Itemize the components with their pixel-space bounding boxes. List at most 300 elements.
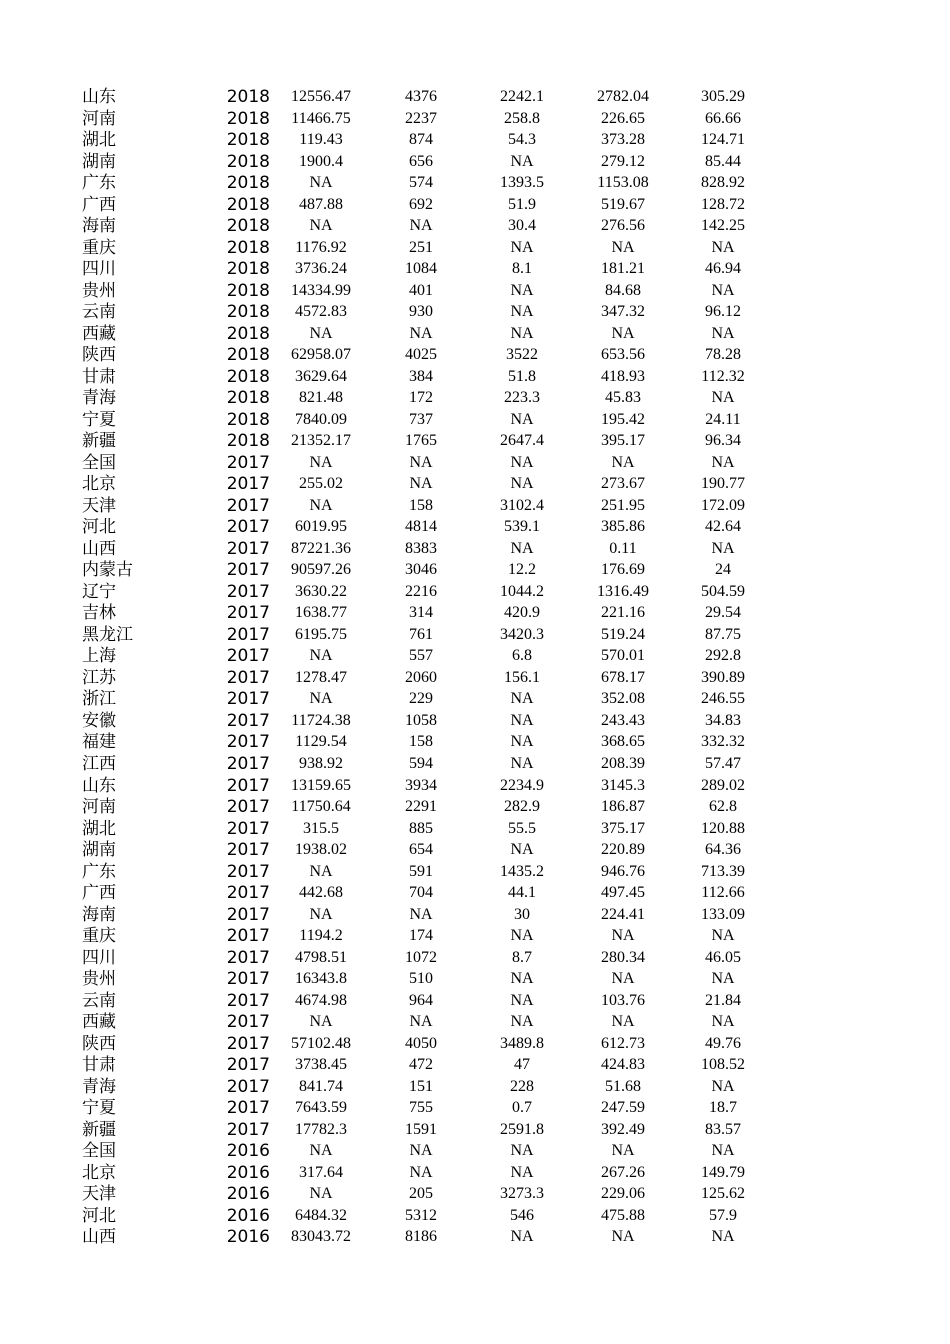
value-cell[interactable]: 282.9 <box>504 798 540 816</box>
value-cell[interactable]: 373.28 <box>601 131 645 149</box>
value-cell[interactable]: 46.05 <box>705 948 741 966</box>
value-cell[interactable]: NA <box>409 1142 433 1160</box>
value-cell[interactable]: 158 <box>409 496 433 514</box>
region-cell[interactable]: 山东 <box>82 775 116 796</box>
region-cell[interactable]: 山西 <box>82 1227 116 1248</box>
year-cell[interactable]: 2017 <box>226 1033 270 1054</box>
value-cell[interactable]: 228 <box>510 1077 534 1095</box>
value-cell[interactable]: 267.26 <box>601 1163 645 1181</box>
value-cell[interactable]: 2234.9 <box>500 776 544 794</box>
value-cell[interactable]: NA <box>711 1013 735 1031</box>
value-cell[interactable]: NA <box>711 1077 735 1095</box>
value-cell[interactable]: 653.56 <box>601 346 645 364</box>
value-cell[interactable]: 289.02 <box>701 776 745 794</box>
year-cell[interactable]: 2017 <box>226 1055 270 1076</box>
value-cell[interactable]: 24 <box>715 561 731 579</box>
value-cell[interactable]: 424.83 <box>601 1056 645 1074</box>
region-cell[interactable]: 海南 <box>82 216 116 237</box>
year-cell[interactable]: 2017 <box>226 624 270 645</box>
value-cell[interactable]: NA <box>611 1013 635 1031</box>
value-cell[interactable]: NA <box>309 647 333 665</box>
value-cell[interactable]: 57.9 <box>709 1206 737 1224</box>
value-cell[interactable]: 546 <box>510 1206 534 1224</box>
value-cell[interactable]: 108.52 <box>701 1056 745 1074</box>
value-cell[interactable]: 755 <box>409 1099 433 1117</box>
value-cell[interactable]: 30 <box>514 905 530 923</box>
value-cell[interactable]: 57102.48 <box>291 1034 351 1052</box>
value-cell[interactable]: 4814 <box>405 518 437 536</box>
value-cell[interactable]: 226.65 <box>601 109 645 127</box>
value-cell[interactable]: 1638.77 <box>295 604 347 622</box>
value-cell[interactable]: 224.41 <box>601 905 645 923</box>
value-cell[interactable]: NA <box>611 1228 635 1246</box>
value-cell[interactable]: 1393.5 <box>500 174 544 192</box>
year-cell[interactable]: 2018 <box>226 409 270 430</box>
value-cell[interactable]: 1129.54 <box>295 733 347 751</box>
value-cell[interactable]: 151 <box>409 1077 433 1095</box>
value-cell[interactable]: NA <box>409 453 433 471</box>
value-cell[interactable]: 14334.99 <box>291 281 351 299</box>
year-cell[interactable]: 2017 <box>226 1119 270 1140</box>
value-cell[interactable]: NA <box>510 754 534 772</box>
value-cell[interactable]: 66.66 <box>705 109 741 127</box>
year-cell[interactable]: 2017 <box>226 560 270 581</box>
year-cell[interactable]: 2018 <box>226 173 270 194</box>
region-cell[interactable]: 山东 <box>82 87 116 107</box>
value-cell[interactable]: 8.7 <box>512 948 532 966</box>
value-cell[interactable]: NA <box>409 475 433 493</box>
value-cell[interactable]: 29.54 <box>705 604 741 622</box>
value-cell[interactable]: 258.8 <box>504 109 540 127</box>
year-cell[interactable]: 2017 <box>226 1076 270 1097</box>
value-cell[interactable]: 172.09 <box>701 496 745 514</box>
region-cell[interactable]: 重庆 <box>82 926 116 947</box>
value-cell[interactable]: 347.32 <box>601 303 645 321</box>
region-cell[interactable]: 天津 <box>82 495 116 516</box>
value-cell[interactable]: 938.92 <box>299 754 343 772</box>
value-cell[interactable]: 149.79 <box>701 1163 745 1181</box>
value-cell[interactable]: NA <box>309 1013 333 1031</box>
value-cell[interactable]: 2291 <box>405 798 437 816</box>
region-cell[interactable]: 新疆 <box>82 1119 116 1140</box>
value-cell[interactable]: 497.45 <box>601 884 645 902</box>
value-cell[interactable]: 172 <box>409 389 433 407</box>
value-cell[interactable]: 205 <box>409 1185 433 1203</box>
value-cell[interactable]: 186.87 <box>601 798 645 816</box>
value-cell[interactable]: 1044.2 <box>500 582 544 600</box>
value-cell[interactable]: 841.74 <box>299 1077 343 1095</box>
value-cell[interactable]: 190.77 <box>701 475 745 493</box>
value-cell[interactable]: 84.68 <box>605 281 641 299</box>
value-cell[interactable]: 314 <box>409 604 433 622</box>
year-cell[interactable]: 2018 <box>226 151 270 172</box>
value-cell[interactable]: 11466.75 <box>291 109 351 127</box>
value-cell[interactable]: 8383 <box>405 539 437 557</box>
value-cell[interactable]: 247.59 <box>601 1099 645 1117</box>
year-cell[interactable]: 2018 <box>226 280 270 301</box>
value-cell[interactable]: 692 <box>409 195 433 213</box>
value-cell[interactable]: 4050 <box>405 1034 437 1052</box>
value-cell[interactable]: 103.76 <box>601 991 645 1009</box>
value-cell[interactable]: NA <box>510 453 534 471</box>
value-cell[interactable]: 395.17 <box>601 432 645 450</box>
value-cell[interactable]: NA <box>711 970 735 988</box>
year-cell[interactable]: 2018 <box>226 87 270 107</box>
value-cell[interactable]: 16343.8 <box>295 970 347 988</box>
value-cell[interactable]: 251 <box>409 238 433 256</box>
value-cell[interactable]: 570.01 <box>601 647 645 665</box>
value-cell[interactable]: 384 <box>409 367 433 385</box>
value-cell[interactable]: 6019.95 <box>295 518 347 536</box>
value-cell[interactable]: NA <box>510 1142 534 1160</box>
year-cell[interactable]: 2016 <box>226 1162 270 1183</box>
value-cell[interactable]: 368.65 <box>601 733 645 751</box>
value-cell[interactable]: 885 <box>409 819 433 837</box>
value-cell[interactable]: 280.34 <box>601 948 645 966</box>
year-cell[interactable]: 2018 <box>226 302 270 323</box>
value-cell[interactable]: NA <box>510 238 534 256</box>
value-cell[interactable]: 539.1 <box>504 518 540 536</box>
value-cell[interactable]: 47 <box>514 1056 530 1074</box>
value-cell[interactable]: 594 <box>409 754 433 772</box>
value-cell[interactable]: 112.66 <box>701 884 745 902</box>
region-cell[interactable]: 青海 <box>82 1076 116 1097</box>
value-cell[interactable]: 251.95 <box>601 496 645 514</box>
value-cell[interactable]: 504.59 <box>701 582 745 600</box>
value-cell[interactable]: 6.8 <box>512 647 532 665</box>
value-cell[interactable]: NA <box>309 1142 333 1160</box>
value-cell[interactable]: 2647.4 <box>500 432 544 450</box>
value-cell[interactable]: NA <box>611 927 635 945</box>
region-cell[interactable]: 河北 <box>82 517 116 538</box>
value-cell[interactable]: NA <box>309 496 333 514</box>
value-cell[interactable]: 1153.08 <box>597 174 649 192</box>
value-cell[interactable]: 874 <box>409 131 433 149</box>
value-cell[interactable]: 11724.38 <box>291 711 351 729</box>
value-cell[interactable]: NA <box>309 1185 333 1203</box>
value-cell[interactable]: NA <box>611 970 635 988</box>
value-cell[interactable]: 3522 <box>506 346 538 364</box>
value-cell[interactable]: 654 <box>409 841 433 859</box>
year-cell[interactable]: 2017 <box>226 1098 270 1119</box>
value-cell[interactable]: 392.49 <box>601 1120 645 1138</box>
value-cell[interactable]: 142.25 <box>701 217 745 235</box>
value-cell[interactable]: 13159.65 <box>291 776 351 794</box>
value-cell[interactable]: NA <box>711 539 735 557</box>
value-cell[interactable]: 273.67 <box>601 475 645 493</box>
value-cell[interactable]: 317.64 <box>299 1163 343 1181</box>
year-cell[interactable]: 2017 <box>226 775 270 796</box>
value-cell[interactable]: 591 <box>409 862 433 880</box>
year-cell[interactable]: 2017 <box>226 646 270 667</box>
region-cell[interactable]: 吉林 <box>82 603 116 624</box>
value-cell[interactable]: 704 <box>409 884 433 902</box>
region-cell[interactable]: 广西 <box>82 883 116 904</box>
value-cell[interactable]: 46.94 <box>705 260 741 278</box>
value-cell[interactable]: NA <box>309 174 333 192</box>
value-cell[interactable]: 292.8 <box>705 647 741 665</box>
value-cell[interactable]: NA <box>611 324 635 342</box>
year-cell[interactable]: 2018 <box>226 108 270 129</box>
value-cell[interactable]: 678.17 <box>601 668 645 686</box>
value-cell[interactable]: NA <box>510 152 534 170</box>
year-cell[interactable]: 2018 <box>226 345 270 366</box>
value-cell[interactable]: 1938.02 <box>295 841 347 859</box>
value-cell[interactable]: 42.64 <box>705 518 741 536</box>
value-cell[interactable]: 34.83 <box>705 711 741 729</box>
year-cell[interactable]: 2017 <box>226 753 270 774</box>
region-cell[interactable]: 湖北 <box>82 818 116 839</box>
value-cell[interactable]: 3145.3 <box>601 776 645 794</box>
region-cell[interactable]: 四川 <box>82 259 116 280</box>
value-cell[interactable]: 220.89 <box>601 841 645 859</box>
value-cell[interactable]: NA <box>510 324 534 342</box>
value-cell[interactable]: 4798.51 <box>295 948 347 966</box>
value-cell[interactable]: 5312 <box>405 1206 437 1224</box>
value-cell[interactable]: 1765 <box>405 432 437 450</box>
value-cell[interactable]: 62.8 <box>709 798 737 816</box>
value-cell[interactable]: 54.3 <box>508 131 536 149</box>
region-cell[interactable]: 海南 <box>82 904 116 925</box>
region-cell[interactable]: 云南 <box>82 990 116 1011</box>
year-cell[interactable]: 2018 <box>226 194 270 215</box>
year-cell[interactable]: 2017 <box>226 474 270 495</box>
year-cell[interactable]: 2017 <box>226 926 270 947</box>
value-cell[interactable]: NA <box>309 862 333 880</box>
year-cell[interactable]: 2018 <box>226 237 270 258</box>
region-cell[interactable]: 北京 <box>82 1162 116 1183</box>
value-cell[interactable]: 176.69 <box>601 561 645 579</box>
value-cell[interactable]: 4572.83 <box>295 303 347 321</box>
value-cell[interactable]: 21352.17 <box>291 432 351 450</box>
value-cell[interactable]: NA <box>510 303 534 321</box>
year-cell[interactable]: 2017 <box>226 861 270 882</box>
value-cell[interactable]: 45.83 <box>605 389 641 407</box>
value-cell[interactable]: 51.68 <box>605 1077 641 1095</box>
value-cell[interactable]: 119.43 <box>299 131 343 149</box>
value-cell[interactable]: 332.32 <box>701 733 745 751</box>
region-cell[interactable]: 全国 <box>82 452 116 473</box>
value-cell[interactable]: 30.4 <box>508 217 536 235</box>
value-cell[interactable]: 510 <box>409 970 433 988</box>
value-cell[interactable]: 120.88 <box>701 819 745 837</box>
value-cell[interactable]: 158 <box>409 733 433 751</box>
year-cell[interactable]: 2017 <box>226 883 270 904</box>
region-cell[interactable]: 全国 <box>82 1141 116 1162</box>
value-cell[interactable]: NA <box>409 1163 433 1181</box>
year-cell[interactable]: 2017 <box>226 904 270 925</box>
value-cell[interactable]: 96.12 <box>705 303 741 321</box>
value-cell[interactable]: 656 <box>409 152 433 170</box>
value-cell[interactable]: 821.48 <box>299 389 343 407</box>
value-cell[interactable]: 18.7 <box>709 1099 737 1117</box>
year-cell[interactable]: 2017 <box>226 710 270 731</box>
value-cell[interactable]: NA <box>409 1013 433 1031</box>
year-cell[interactable]: 2017 <box>226 689 270 710</box>
value-cell[interactable]: 51.8 <box>508 367 536 385</box>
value-cell[interactable]: 1084 <box>405 260 437 278</box>
value-cell[interactable]: 208.39 <box>601 754 645 772</box>
value-cell[interactable]: 1900.4 <box>299 152 343 170</box>
value-cell[interactable]: 713.39 <box>701 862 745 880</box>
value-cell[interactable]: 1058 <box>405 711 437 729</box>
value-cell[interactable]: 442.68 <box>299 884 343 902</box>
value-cell[interactable]: 475.88 <box>601 1206 645 1224</box>
year-cell[interactable]: 2017 <box>226 452 270 473</box>
value-cell[interactable]: 6484.32 <box>295 1206 347 1224</box>
value-cell[interactable]: 243.43 <box>601 711 645 729</box>
value-cell[interactable]: 3629.64 <box>295 367 347 385</box>
value-cell[interactable]: 12556.47 <box>291 88 351 105</box>
value-cell[interactable]: NA <box>510 1163 534 1181</box>
value-cell[interactable]: 3489.8 <box>500 1034 544 1052</box>
value-cell[interactable]: 7840.09 <box>295 410 347 428</box>
value-cell[interactable]: NA <box>309 905 333 923</box>
value-cell[interactable]: 3046 <box>405 561 437 579</box>
region-cell[interactable]: 江西 <box>82 753 116 774</box>
value-cell[interactable]: 946.76 <box>601 862 645 880</box>
value-cell[interactable]: 128.72 <box>701 195 745 213</box>
region-cell[interactable]: 内蒙古 <box>82 560 133 581</box>
year-cell[interactable]: 2017 <box>226 495 270 516</box>
value-cell[interactable]: 124.71 <box>701 131 745 149</box>
year-cell[interactable]: 2016 <box>226 1227 270 1248</box>
value-cell[interactable]: 17782.3 <box>295 1120 347 1138</box>
value-cell[interactable]: 21.84 <box>705 991 741 1009</box>
value-cell[interactable]: 315.5 <box>303 819 339 837</box>
value-cell[interactable]: NA <box>510 281 534 299</box>
region-cell[interactable]: 陕西 <box>82 1033 116 1054</box>
value-cell[interactable]: 49.76 <box>705 1034 741 1052</box>
value-cell[interactable]: 90597.26 <box>291 561 351 579</box>
value-cell[interactable]: 64.36 <box>705 841 741 859</box>
value-cell[interactable]: 385.86 <box>601 518 645 536</box>
region-cell[interactable]: 西藏 <box>82 323 116 344</box>
value-cell[interactable]: NA <box>309 690 333 708</box>
value-cell[interactable]: 557 <box>409 647 433 665</box>
region-cell[interactable]: 广东 <box>82 861 116 882</box>
value-cell[interactable]: 2782.04 <box>597 88 649 105</box>
region-cell[interactable]: 宁夏 <box>82 1098 116 1119</box>
value-cell[interactable]: 85.44 <box>705 152 741 170</box>
year-cell[interactable]: 2016 <box>226 1205 270 1226</box>
region-cell[interactable]: 山西 <box>82 538 116 559</box>
year-cell[interactable]: 2017 <box>226 603 270 624</box>
value-cell[interactable]: 2591.8 <box>500 1120 544 1138</box>
year-cell[interactable]: 2018 <box>226 431 270 452</box>
value-cell[interactable]: NA <box>711 453 735 471</box>
value-cell[interactable]: 44.1 <box>508 884 536 902</box>
value-cell[interactable]: 78.28 <box>705 346 741 364</box>
value-cell[interactable]: 125.62 <box>701 1185 745 1203</box>
value-cell[interactable]: 229 <box>409 690 433 708</box>
region-cell[interactable]: 浙江 <box>82 689 116 710</box>
value-cell[interactable]: 1591 <box>405 1120 437 1138</box>
region-cell[interactable]: 甘肃 <box>82 1055 116 1076</box>
value-cell[interactable]: 83043.72 <box>291 1228 351 1246</box>
value-cell[interactable]: NA <box>711 1142 735 1160</box>
value-cell[interactable]: NA <box>510 690 534 708</box>
value-cell[interactable]: NA <box>711 1228 735 1246</box>
year-cell[interactable]: 2017 <box>226 667 270 688</box>
value-cell[interactable]: 8186 <box>405 1228 437 1246</box>
value-cell[interactable]: 2237 <box>405 109 437 127</box>
value-cell[interactable]: 7643.59 <box>295 1099 347 1117</box>
value-cell[interactable]: NA <box>409 324 433 342</box>
year-cell[interactable]: 2017 <box>226 581 270 602</box>
region-cell[interactable]: 江苏 <box>82 667 116 688</box>
value-cell[interactable]: NA <box>611 238 635 256</box>
value-cell[interactable]: 62958.07 <box>291 346 351 364</box>
value-cell[interactable]: 255.02 <box>299 475 343 493</box>
value-cell[interactable]: 55.5 <box>508 819 536 837</box>
value-cell[interactable]: 3102.4 <box>500 496 544 514</box>
year-cell[interactable]: 2018 <box>226 259 270 280</box>
value-cell[interactable]: 2216 <box>405 582 437 600</box>
value-cell[interactable]: 3420.3 <box>500 625 544 643</box>
value-cell[interactable]: NA <box>510 410 534 428</box>
value-cell[interactable]: 375.17 <box>601 819 645 837</box>
value-cell[interactable]: NA <box>510 841 534 859</box>
value-cell[interactable]: 487.88 <box>299 195 343 213</box>
value-cell[interactable]: 4674.98 <box>295 991 347 1009</box>
region-cell[interactable]: 广东 <box>82 173 116 194</box>
value-cell[interactable]: 246.55 <box>701 690 745 708</box>
region-cell[interactable]: 四川 <box>82 947 116 968</box>
value-cell[interactable]: 112.32 <box>701 367 745 385</box>
region-cell[interactable]: 广西 <box>82 194 116 215</box>
year-cell[interactable]: 2017 <box>226 1012 270 1033</box>
value-cell[interactable]: 418.93 <box>601 367 645 385</box>
value-cell[interactable]: NA <box>510 1013 534 1031</box>
value-cell[interactable]: 0.11 <box>609 539 637 557</box>
value-cell[interactable]: NA <box>711 927 735 945</box>
value-cell[interactable]: NA <box>309 324 333 342</box>
region-cell[interactable]: 湖南 <box>82 840 116 861</box>
year-cell[interactable]: 2018 <box>226 323 270 344</box>
year-cell[interactable]: 2016 <box>226 1141 270 1162</box>
value-cell[interactable]: 761 <box>409 625 433 643</box>
region-cell[interactable]: 河南 <box>82 108 116 129</box>
region-cell[interactable]: 黑龙江 <box>82 624 133 645</box>
value-cell[interactable]: 1435.2 <box>500 862 544 880</box>
region-cell[interactable]: 重庆 <box>82 237 116 258</box>
value-cell[interactable]: 221.16 <box>601 604 645 622</box>
value-cell[interactable]: 828.92 <box>701 174 745 192</box>
value-cell[interactable]: 1194.2 <box>299 927 343 945</box>
value-cell[interactable]: 133.09 <box>701 905 745 923</box>
value-cell[interactable]: 87221.36 <box>291 539 351 557</box>
region-cell[interactable]: 甘肃 <box>82 366 116 387</box>
value-cell[interactable]: 3273.3 <box>500 1185 544 1203</box>
year-cell[interactable]: 2017 <box>226 840 270 861</box>
value-cell[interactable]: NA <box>309 453 333 471</box>
region-cell[interactable]: 贵州 <box>82 280 116 301</box>
value-cell[interactable]: NA <box>611 453 635 471</box>
value-cell[interactable]: 11750.64 <box>291 798 351 816</box>
value-cell[interactable]: 4025 <box>405 346 437 364</box>
value-cell[interactable]: 1278.47 <box>295 668 347 686</box>
year-cell[interactable]: 2017 <box>226 797 270 818</box>
year-cell[interactable]: 2017 <box>226 517 270 538</box>
value-cell[interactable]: 420.9 <box>504 604 540 622</box>
value-cell[interactable]: 401 <box>409 281 433 299</box>
year-cell[interactable]: 2018 <box>226 388 270 409</box>
value-cell[interactable]: NA <box>510 539 534 557</box>
region-cell[interactable]: 河南 <box>82 797 116 818</box>
year-cell[interactable]: 2017 <box>226 732 270 753</box>
value-cell[interactable]: 3630.22 <box>295 582 347 600</box>
